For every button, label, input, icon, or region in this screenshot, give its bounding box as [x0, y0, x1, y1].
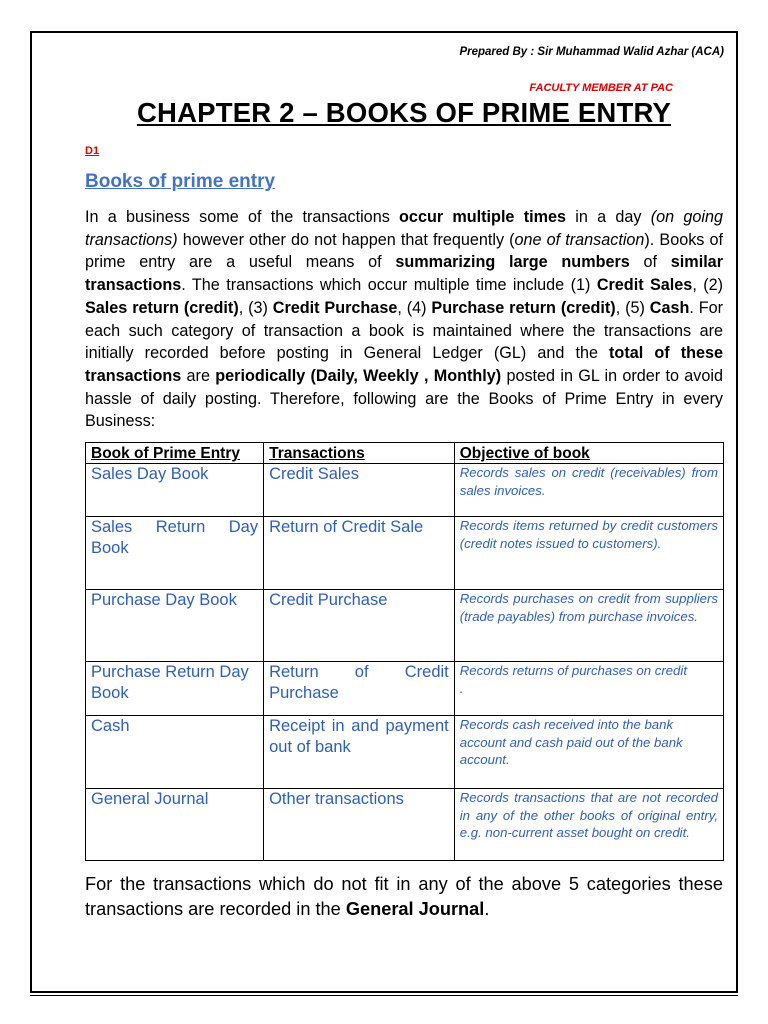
objective-cell: Records cash received into the bank account and cash paid out of the bank account.	[454, 716, 723, 789]
book-cell: Cash	[86, 716, 264, 789]
objective-cell: Records sales on credit (receivables) from sales invoices.	[454, 464, 723, 517]
transactions-cell: Receipt in and payment out of bank	[264, 716, 455, 789]
header-transactions: Transactions	[264, 443, 455, 464]
book-cell: Sales Return Day Book	[86, 517, 264, 590]
header-book: Book of Prime Entry	[86, 443, 264, 464]
table-row	[86, 590, 724, 662]
faculty-label: FACULTY MEMBER AT PAC	[529, 82, 673, 94]
section-code: D1	[85, 145, 100, 157]
transactions-cell: Other transactions	[264, 789, 455, 861]
table-row	[86, 517, 724, 590]
transactions-cell: Credit Sales	[264, 464, 455, 517]
table-header-row	[86, 443, 724, 464]
table-row	[86, 716, 724, 789]
section-heading: Books of prime entry	[85, 171, 276, 192]
closing-paragraph: For the transactions which do not fit in any of the above 5 categories these transactions are recorded in the General Journal.	[85, 874, 723, 919]
book-cell: General Journal	[86, 789, 264, 861]
objective-text: Records returns of purchases on credit	[459, 663, 687, 678]
intro-paragraph: In a business some of the transactions occur multiple times in a day (on going transactions) however other do not happen that frequently (one of transaction). Books of prime entry are a useful means of summarizing large numbers of similar transactions. The transactions which occur multiple time include (1) Credit Sales, (2) Sales return (credit), (3) Credit Purchase, (4) Purchase return (credit), (5) Cash. For each such category of transaction a book is maintained where the transactions are initially recorded before posting in General Ledger (GL) and the total of these transactions are periodically (Daily, Weekly , Monthly) posted in GL in order to avoid hassle of daily posting. Therefore, following are the Books of Prime Entry in every Business:	[85, 208, 724, 431]
table-row	[86, 789, 724, 861]
books-table	[85, 442, 724, 861]
transactions-cell: Credit Purchase	[264, 590, 455, 662]
page-title: CHAPTER 2 – BOOKS OF PRIME ENTRY	[136, 97, 672, 128]
table-row	[86, 662, 724, 716]
book-cell: Sales Day Book	[86, 464, 264, 517]
header-objective: Objective of book	[454, 443, 723, 464]
book-cell: Purchase Return Day Book	[86, 662, 264, 716]
objective-cell: Records purchases on credit from suppliers (trade payables) from purchase invoices.	[454, 590, 723, 662]
transactions-cell: Return of Credit Sale	[264, 517, 455, 590]
table-row	[86, 464, 724, 517]
objective-cell: Records items returned by credit customers (credit notes issued to customers).	[454, 517, 723, 590]
transactions-cell: Return of Credit Purchase	[264, 662, 455, 716]
prepared-by: Prepared By : Sir Muhammad Walid Azhar (ACA)	[459, 46, 724, 58]
objective-extra: .	[459, 680, 464, 696]
objective-cell	[454, 662, 723, 716]
objective-cell: Records transactions that are not recorded in any of the other books of original entry, e.g. non-current asset bought on credit.	[454, 789, 723, 861]
book-cell: Purchase Day Book	[86, 590, 264, 662]
